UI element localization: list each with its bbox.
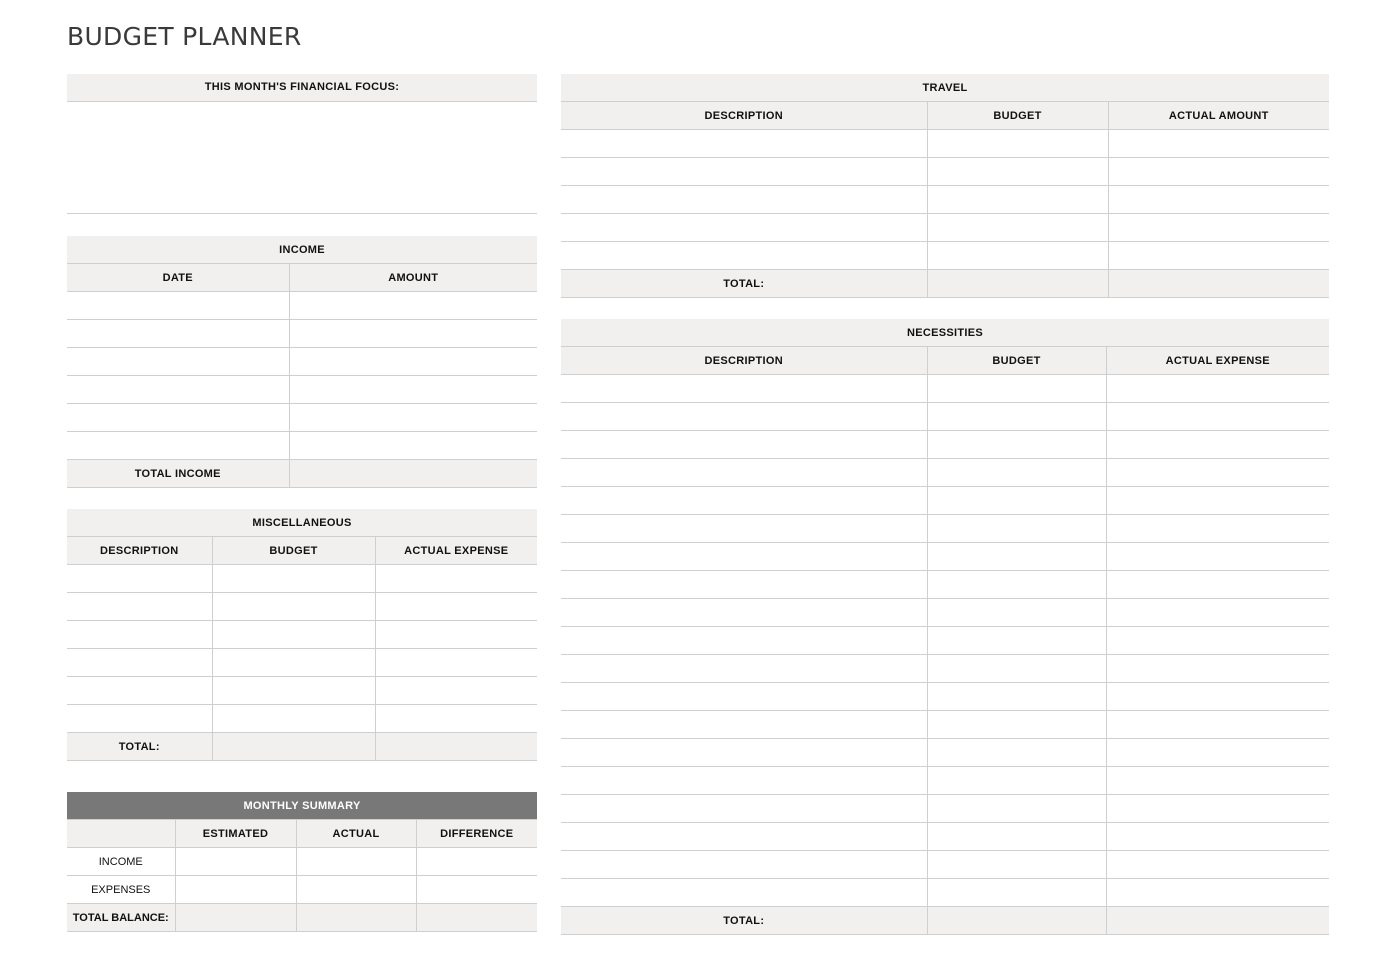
table-row: [67, 404, 537, 432]
travel-col-actual-amount: ACTUAL AMOUNT: [1108, 102, 1329, 130]
total-balance-label: TOTAL BALANCE:: [67, 904, 175, 932]
table-cell[interactable]: [1106, 487, 1329, 515]
summary-col-actual: ACTUAL: [296, 820, 416, 848]
table-cell[interactable]: [927, 655, 1106, 683]
table-cell[interactable]: [561, 823, 927, 851]
table-cell[interactable]: [416, 848, 537, 876]
table-row: [561, 186, 1329, 214]
table-cell[interactable]: [561, 158, 927, 186]
necessities-total-row: [561, 907, 1329, 935]
table-cell[interactable]: [375, 705, 537, 733]
table-cell[interactable]: [175, 904, 296, 932]
table-cell[interactable]: [927, 767, 1106, 795]
summary-row-expenses: [67, 876, 537, 904]
table-row: [561, 130, 1329, 158]
financial-focus-label: THIS MONTH'S FINANCIAL FOCUS:: [67, 74, 537, 102]
travel-total-budget[interactable]: [927, 270, 1108, 298]
misc-title: MISCELLANEOUS: [67, 509, 537, 537]
table-row: [561, 431, 1329, 459]
table-cell[interactable]: [1108, 242, 1329, 270]
financial-focus-input-area[interactable]: [67, 102, 537, 214]
table-cell[interactable]: [289, 348, 537, 376]
table-cell[interactable]: [175, 876, 296, 904]
table-cell[interactable]: [561, 431, 927, 459]
table-cell[interactable]: [1106, 459, 1329, 487]
table-row: [67, 621, 537, 649]
table-cell[interactable]: [1108, 214, 1329, 242]
table-cell[interactable]: [1108, 158, 1329, 186]
table-row: [561, 459, 1329, 487]
table-cell[interactable]: [561, 459, 927, 487]
financial-focus-section: [67, 74, 537, 214]
table-row: [67, 649, 537, 677]
table-cell[interactable]: [67, 348, 289, 376]
table-cell[interactable]: [1106, 711, 1329, 739]
table-cell[interactable]: [561, 543, 927, 571]
table-cell[interactable]: [927, 459, 1106, 487]
table-cell[interactable]: [67, 705, 212, 733]
table-cell[interactable]: [927, 599, 1106, 627]
misc-col-budget: BUDGET: [212, 537, 375, 565]
table-row: [561, 375, 1329, 403]
table-row: [67, 705, 537, 733]
table-cell[interactable]: [212, 565, 375, 593]
table-cell[interactable]: [212, 649, 375, 677]
table-row: [561, 879, 1329, 907]
table-cell[interactable]: [1106, 599, 1329, 627]
table-cell[interactable]: [927, 879, 1106, 907]
table-cell[interactable]: [927, 186, 1108, 214]
table-cell[interactable]: [289, 376, 537, 404]
table-cell[interactable]: [1106, 739, 1329, 767]
table-cell[interactable]: [289, 404, 537, 432]
table-cell[interactable]: [927, 375, 1106, 403]
table-row: [67, 565, 537, 593]
table-row: [67, 677, 537, 705]
table-cell[interactable]: [927, 711, 1106, 739]
table-row: [561, 571, 1329, 599]
page-title: BUDGET PLANNER: [67, 22, 302, 51]
table-cell[interactable]: [561, 487, 927, 515]
table-cell[interactable]: [561, 571, 927, 599]
necessities-col-budget: BUDGET: [927, 347, 1106, 375]
table-cell[interactable]: [561, 655, 927, 683]
necessities-col-description: DESCRIPTION: [561, 347, 927, 375]
table-cell[interactable]: [927, 627, 1106, 655]
table-row: [67, 432, 537, 460]
table-cell[interactable]: [1106, 683, 1329, 711]
table-cell[interactable]: [375, 677, 537, 705]
table-cell[interactable]: [416, 876, 537, 904]
table-cell[interactable]: [67, 677, 212, 705]
table-row: [561, 627, 1329, 655]
summary-total-row: [67, 904, 537, 932]
table-cell[interactable]: [561, 683, 927, 711]
table-cell[interactable]: [927, 158, 1108, 186]
table-cell[interactable]: [1106, 543, 1329, 571]
table-cell[interactable]: [927, 739, 1106, 767]
table-cell[interactable]: [1106, 655, 1329, 683]
table-cell[interactable]: [561, 851, 927, 879]
table-cell[interactable]: [375, 565, 537, 593]
table-row: [67, 320, 537, 348]
table-cell[interactable]: [561, 375, 927, 403]
monthly-summary-table: [67, 792, 537, 932]
necessities-title: NECESSITIES: [561, 319, 1329, 347]
table-cell[interactable]: [67, 565, 212, 593]
total-income-label: TOTAL INCOME: [67, 460, 289, 488]
table-cell[interactable]: [927, 823, 1106, 851]
table-cell[interactable]: [561, 403, 927, 431]
table-cell[interactable]: [927, 130, 1108, 158]
table-cell[interactable]: [67, 320, 289, 348]
table-cell[interactable]: [1106, 851, 1329, 879]
income-total-row: [67, 460, 537, 488]
table-cell[interactable]: [1106, 627, 1329, 655]
summary-col-estimated: ESTIMATED: [175, 820, 296, 848]
table-cell[interactable]: [1108, 186, 1329, 214]
table-row: [561, 683, 1329, 711]
table-cell[interactable]: [927, 571, 1106, 599]
table-row: [561, 515, 1329, 543]
miscellaneous-table: [67, 509, 537, 761]
table-cell[interactable]: [561, 767, 927, 795]
travel-total-actual[interactable]: [1108, 270, 1329, 298]
income-col-amount: AMOUNT: [289, 264, 537, 292]
travel-title: TRAVEL: [561, 74, 1329, 102]
table-cell[interactable]: [212, 705, 375, 733]
travel-table: [561, 74, 1329, 298]
table-cell[interactable]: [927, 543, 1106, 571]
table-cell[interactable]: [67, 432, 289, 460]
misc-total-label: TOTAL:: [67, 733, 212, 761]
table-row: [561, 767, 1329, 795]
travel-col-budget: BUDGET: [927, 102, 1108, 130]
necessities-table: [561, 319, 1329, 935]
summary-col-difference: DIFFERENCE: [416, 820, 537, 848]
table-row: [561, 599, 1329, 627]
summary-income-label: INCOME: [67, 848, 175, 876]
table-cell[interactable]: [375, 621, 537, 649]
table-row: [561, 711, 1329, 739]
table-row: [561, 403, 1329, 431]
table-cell[interactable]: [1106, 403, 1329, 431]
table-cell[interactable]: [927, 683, 1106, 711]
table-cell[interactable]: [927, 431, 1106, 459]
table-cell[interactable]: [212, 621, 375, 649]
summary-col-blank: [67, 820, 175, 848]
summary-expenses-label: EXPENSES: [67, 876, 175, 904]
table-cell[interactable]: [561, 627, 927, 655]
travel-total-label: TOTAL:: [561, 270, 927, 298]
table-cell[interactable]: [375, 593, 537, 621]
table-row: [67, 292, 537, 320]
table-cell[interactable]: [416, 904, 537, 932]
table-cell[interactable]: [67, 292, 289, 320]
misc-col-description: DESCRIPTION: [67, 537, 212, 565]
table-cell[interactable]: [561, 130, 927, 158]
travel-total-row: [561, 270, 1329, 298]
table-cell[interactable]: [212, 677, 375, 705]
table-cell[interactable]: [927, 515, 1106, 543]
table-row: [561, 158, 1329, 186]
table-cell[interactable]: [289, 292, 537, 320]
income-col-date: DATE: [67, 264, 289, 292]
table-cell[interactable]: [296, 848, 416, 876]
table-cell[interactable]: [67, 376, 289, 404]
table-cell[interactable]: [561, 186, 927, 214]
table-row: [67, 348, 537, 376]
income-table: [67, 236, 537, 488]
table-cell[interactable]: [67, 593, 212, 621]
table-row: [67, 593, 537, 621]
table-cell[interactable]: [175, 848, 296, 876]
table-cell[interactable]: [1106, 375, 1329, 403]
total-income-value[interactable]: [289, 460, 537, 488]
table-cell[interactable]: [561, 515, 927, 543]
table-row: [561, 543, 1329, 571]
table-row: [561, 214, 1329, 242]
table-cell[interactable]: [561, 599, 927, 627]
table-row: [561, 655, 1329, 683]
table-cell[interactable]: [1106, 795, 1329, 823]
table-cell[interactable]: [289, 320, 537, 348]
necessities-total-budget[interactable]: [927, 907, 1106, 935]
necessities-total-label: TOTAL:: [561, 907, 927, 935]
table-row: [561, 795, 1329, 823]
table-cell[interactable]: [561, 795, 927, 823]
table-row: [561, 823, 1329, 851]
table-cell[interactable]: [212, 593, 375, 621]
table-cell[interactable]: [927, 403, 1106, 431]
misc-total-row: [67, 733, 537, 761]
table-row: [67, 376, 537, 404]
travel-col-description: DESCRIPTION: [561, 102, 927, 130]
table-cell[interactable]: [1106, 879, 1329, 907]
necessities-col-actual-expense: ACTUAL EXPENSE: [1106, 347, 1329, 375]
table-cell[interactable]: [1106, 823, 1329, 851]
summary-title: MONTHLY SUMMARY: [67, 792, 537, 820]
table-cell[interactable]: [375, 649, 537, 677]
table-cell[interactable]: [927, 851, 1106, 879]
table-row: [561, 487, 1329, 515]
table-row: [561, 851, 1329, 879]
table-row: [561, 739, 1329, 767]
table-cell[interactable]: [561, 879, 927, 907]
table-cell[interactable]: [561, 214, 927, 242]
table-cell[interactable]: [1108, 130, 1329, 158]
table-cell[interactable]: [289, 432, 537, 460]
table-cell[interactable]: [1106, 431, 1329, 459]
misc-col-actual-expense: ACTUAL EXPENSE: [375, 537, 537, 565]
table-cell[interactable]: [1106, 571, 1329, 599]
table-cell[interactable]: [1106, 515, 1329, 543]
table-cell[interactable]: [927, 214, 1108, 242]
table-cell[interactable]: [927, 795, 1106, 823]
table-cell[interactable]: [561, 242, 927, 270]
table-cell[interactable]: [927, 487, 1106, 515]
table-cell[interactable]: [1106, 767, 1329, 795]
table-cell[interactable]: [927, 242, 1108, 270]
table-row: [561, 242, 1329, 270]
misc-total-actual[interactable]: [375, 733, 537, 761]
table-cell[interactable]: [561, 711, 927, 739]
necessities-total-actual[interactable]: [1106, 907, 1329, 935]
income-title: INCOME: [67, 236, 537, 264]
summary-row-income: [67, 848, 537, 876]
table-cell[interactable]: [67, 649, 212, 677]
table-cell[interactable]: [67, 621, 212, 649]
table-cell[interactable]: [561, 739, 927, 767]
table-cell[interactable]: [67, 404, 289, 432]
misc-total-budget[interactable]: [212, 733, 375, 761]
table-cell[interactable]: [296, 904, 416, 932]
table-cell[interactable]: [296, 876, 416, 904]
